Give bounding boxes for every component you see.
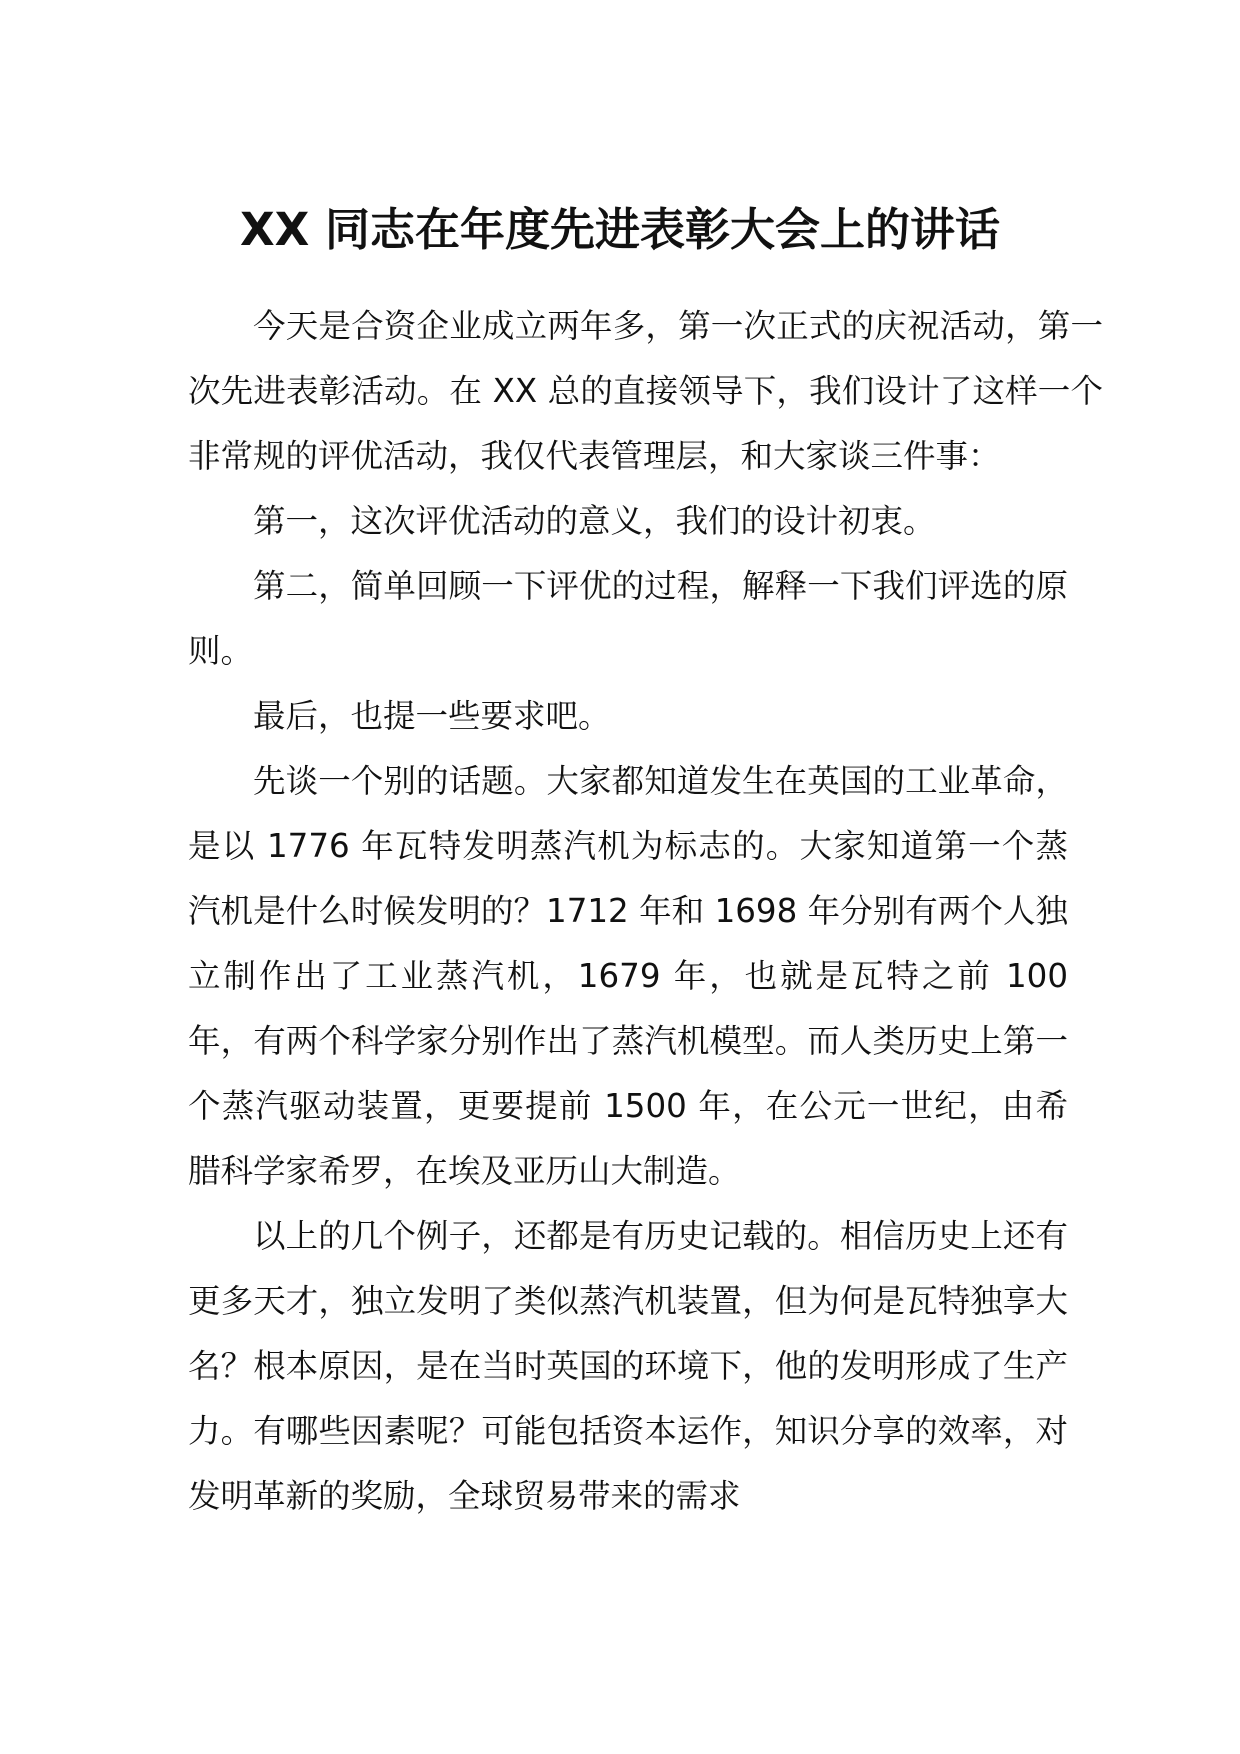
paragraph-intro: 今天是合资企业成立两年多，第一次正式的庆祝活动，第一次先进表彰活动。在 XX 总的直接领导下，我们设计了这样一个非常规的评优活动，我仅代表管理层，和大家谈三件事： [188,307,1103,475]
paragraph-point-one: 第一，这次评优活动的意义，我们的设计初衷。 [253,502,936,540]
document-body [188,294,1103,1529]
document-title: XX 同志在年度先进表彰大会上的讲话 [239,203,1001,256]
paragraph-point-two: 第二，简单回顾一下评优的过程，解释一下我们评选的原则。 [188,567,1068,670]
paragraph-point-last: 最后，也提一些要求吧。 [253,697,611,735]
paragraph-steam-engine-history: 先谈一个别的话题。大家都知道发生在英国的工业革命，是以 1776 年瓦特发明蒸汽机为标志的。大家知道第一个蒸汽机是什么时候发明的？1712 年和 1698 年分别有两个人独立制作出了工业蒸汽机，1679 年，也就是瓦特之前 100 年，有两个科学家分别作出了蒸汽机模型。而人类历史上第一个蒸汽驱动装置，更要提前 1500 年，在公元一世纪，由希腊科学家希罗，在埃及亚历山大制造。 [188,762,1068,1190]
paragraph-watt-reason: 以上的几个例子，还都是有历史记载的。相信历史上还有更多天才，独立发明了类似蒸汽机装置，但为何是瓦特独享大名？根本原因，是在当时英国的环境下，他的发明形成了生产力。有哪些因素呢？可能包括资本运作，知识分享的效率，对发明革新的奖励，全球贸易带来的需求 [188,1217,1068,1515]
